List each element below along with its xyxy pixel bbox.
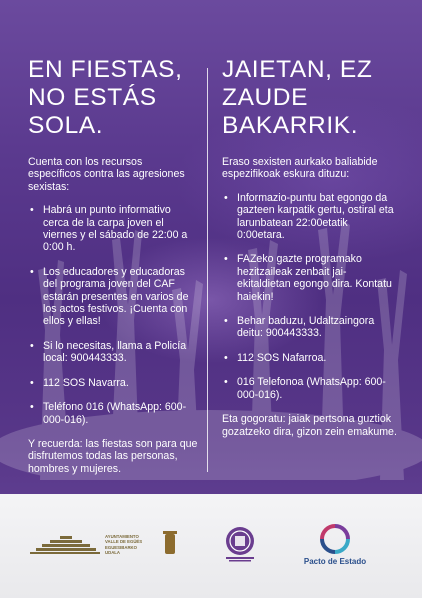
list-item: • Si lo necesitas, llama a Policía local: 900443333. [43, 340, 198, 365]
title-line: EN FIESTAS, [28, 56, 183, 83]
spanish-intro: Cuenta con los recursos específicos contra las agresiones sexistas: [28, 156, 185, 193]
basque-outro: Eta gogoratu: jaiak pertsona guztiok gozatzeko dira, gizon zein emakume. [222, 413, 397, 438]
pacto-ring-icon [294, 522, 376, 556]
title-line: ZAUDE [222, 84, 309, 111]
footer-logos [0, 494, 422, 598]
list-item: • 016 Telefonoa (WhatsApp: 600-000-016). [237, 376, 397, 401]
list-item: • Habrá un punto informativo cerca de la carpa joven el viernes y el sábado de 22:00 a 0:00 h. [43, 204, 198, 254]
logo-text-line: VALLE DE EGÜÉS [105, 539, 143, 545]
list-item: • 112 SOS Navarra. [43, 377, 198, 389]
column-divider [207, 68, 208, 472]
ayuntamiento-name [105, 534, 160, 556]
list-item: • FAZeko gazte programako hezitzaileak zenbait jai-ekitaldietan egongo dira. Kontatu haiekin! [237, 253, 397, 303]
purple-seal-icon [220, 524, 260, 564]
title-line: NO ESTÁS [28, 84, 157, 111]
list-item: • Informazio-puntu bat egongo da gazteen karpatik gertu, ostiral eta larunbatean 22:00etatik 0:00etara. [237, 192, 397, 242]
title-line: SOLA. [28, 112, 104, 139]
list-item: • 112 SOS Nafarroa. [237, 352, 397, 364]
spanish-title [28, 56, 198, 140]
spanish-column [28, 56, 198, 475]
basque-resource-list [222, 192, 397, 401]
basque-title [222, 56, 397, 140]
list-item: • Teléfono 016 (WhatsApp: 600-000-016). [43, 401, 198, 426]
list-item: • Behar baduzu, Udaltzaingora deitu: 900443333. [237, 315, 397, 340]
logo-text-line: UDALA [105, 550, 121, 556]
spanish-outro: Y recuerda: las fiestas son para que disfrutemos todas las personas, hombres y mujeres. [28, 437, 198, 475]
pacto-label: Pacto de Estado [303, 557, 367, 566]
title-line: BAKARRIK. [222, 112, 359, 139]
basque-column [222, 56, 397, 438]
spanish-resource-list [28, 204, 198, 426]
list-item: • Los educadores y educadoras del programa joven del CAF estarán presentes en varios de los actos festivos. ¡Cuenta con ellos y ellas! [43, 266, 198, 328]
logo-text-line: AYUNTAMIENTO [105, 534, 139, 539]
equality-program-logo [220, 524, 260, 564]
ayuntamiento-logo [30, 528, 180, 560]
pacto-de-estado-logo [294, 522, 376, 570]
logo-text-line: EGUESIBARKO [105, 544, 137, 550]
basque-intro: Eraso sexisten aurkako baliabide espezifikoak eskura dituzu: [222, 156, 378, 181]
title-line: JAIETAN, EZ [222, 56, 373, 83]
